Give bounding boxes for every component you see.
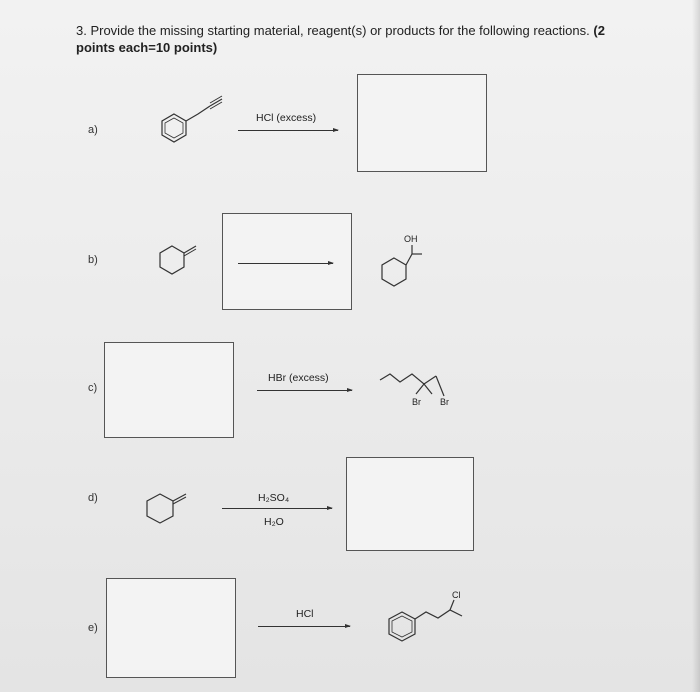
reaction-a-arrow [238,130,338,131]
reaction-c-reagent: HBr (excess) [268,372,329,384]
page-edge-shadow [692,0,700,692]
question-text: 3. Provide the missing starting material, reagent(s) or products for the following reactions. [76,23,590,38]
reaction-b-product-oh: OH [404,234,418,244]
reaction-c-product-br1: Br [412,397,421,407]
reaction-b-label: b) [88,254,98,266]
reaction-a-starting-material [158,100,228,150]
reaction-d-answer-box[interactable] [346,457,474,551]
reaction-b-starting-material [158,238,218,278]
reaction-a-answer-box[interactable] [357,74,487,172]
reaction-e-label: e) [88,622,98,634]
question-points: (2 points each=10 points) [76,23,605,55]
reaction-d-arrow [222,508,332,509]
question-title [76,22,636,56]
reaction-d-reagent-2: H₂O [264,516,284,528]
reaction-b-product [374,232,434,288]
reaction-e-arrow [258,626,350,627]
reaction-c-product-br2: Br [440,397,449,407]
reaction-c-starting-material-box[interactable] [104,342,234,438]
reaction-a-reagent: HCl (excess) [256,112,317,124]
reaction-d-starting-material [146,490,196,530]
reaction-c-product [380,364,460,414]
reaction-a-label: a) [88,124,98,136]
reaction-e-product [384,588,474,648]
reaction-d-label: d) [88,492,98,504]
reaction-e-product-cl: Cl [452,590,461,600]
reaction-b-arrow [238,263,333,264]
reaction-e-reagent: HCl [296,608,314,620]
reaction-e-starting-material-box[interactable] [106,578,236,678]
reaction-c-arrow [257,390,352,391]
reaction-c-label: c) [88,382,98,394]
reaction-d-reagent-1: H₂SO₄ [258,492,290,504]
